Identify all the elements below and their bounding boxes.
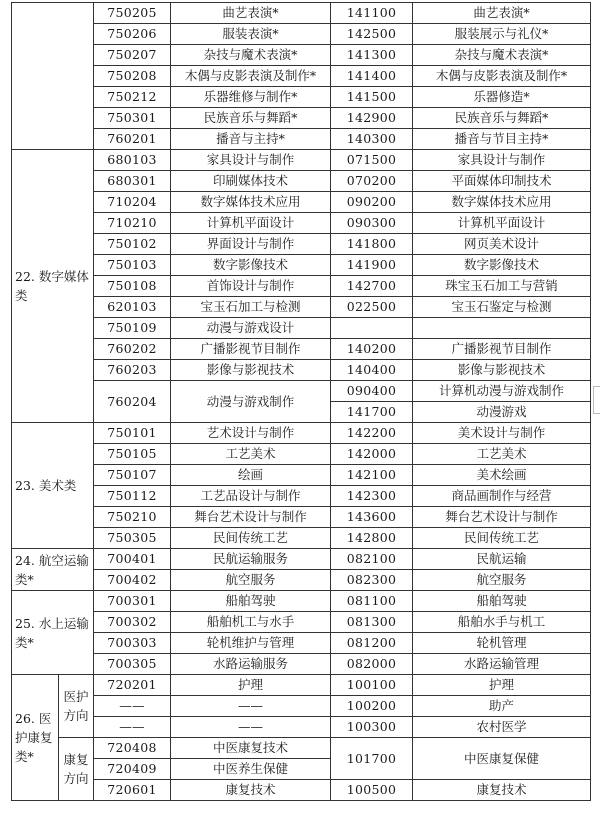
category-label: 24. 航空运输类* [12,549,94,591]
vocational-code: 700305 [94,654,171,675]
secondary-code: 141500 [331,87,413,108]
major-mapping-table [11,2,591,801]
table-row [12,3,591,24]
table-row [12,444,591,465]
secondary-code: 142800 [331,528,413,549]
vocational-major: 界面设计与制作 [171,234,331,255]
table-row [12,234,591,255]
secondary-code: 101700 [331,738,413,780]
secondary-code: 081200 [331,633,413,654]
secondary-major: 工艺美术 [413,444,591,465]
vocational-major: 航空服务 [171,570,331,591]
vocational-code: 760204 [94,381,171,423]
table-row [12,654,591,675]
secondary-code: 090300 [331,213,413,234]
table-row [12,675,591,696]
secondary-code: 141300 [331,45,413,66]
secondary-code: 142200 [331,423,413,444]
vocational-major: 计算机平面设计 [171,213,331,234]
vocational-code: 750301 [94,108,171,129]
category-label: 26. 医护康复类* [12,675,59,801]
table-row [12,528,591,549]
category-cell-continued [12,3,94,150]
secondary-major: 船舶驾驶 [413,591,591,612]
document-page [11,2,591,801]
secondary-major: 护理 [413,675,591,696]
secondary-code [331,318,413,339]
subcategory-label: 医护方向 [59,675,94,738]
secondary-major: 民族音乐与舞蹈* [413,108,591,129]
table-row [12,696,591,717]
secondary-code: 142100 [331,465,413,486]
secondary-code: 100500 [331,780,413,801]
secondary-major: 航空服务 [413,570,591,591]
secondary-code: 100300 [331,717,413,738]
table-row [12,150,591,171]
secondary-major: 木偶与皮影表演及制作* [413,66,591,87]
vocational-code: 720201 [94,675,171,696]
vocational-major: 民航运输服务 [171,549,331,570]
secondary-code: 081300 [331,612,413,633]
vocational-major: 曲艺表演* [171,3,331,24]
vocational-major: —— [171,696,331,717]
vocational-code: 700402 [94,570,171,591]
vocational-major: 艺术设计与制作 [171,423,331,444]
secondary-code: 141800 [331,234,413,255]
secondary-code: 142300 [331,486,413,507]
secondary-code: 071500 [331,150,413,171]
secondary-major: 中医康复保健 [413,738,591,780]
secondary-major: 康复技术 [413,780,591,801]
vocational-code: 710204 [94,192,171,213]
secondary-major: 乐器修造* [413,87,591,108]
vocational-code: 680103 [94,150,171,171]
category-label: 23. 美术类 [12,423,94,549]
secondary-major: 服装展示与礼仪* [413,24,591,45]
vocational-major: 船舶驾驶 [171,591,331,612]
table-row [12,192,591,213]
vocational-code: 750107 [94,465,171,486]
vocational-major: 绘画 [171,465,331,486]
page-edge-mark [593,386,600,414]
secondary-code: 090200 [331,192,413,213]
subcategory-label: 康复方向 [59,738,94,801]
table-row [12,570,591,591]
vocational-major: 印刷媒体技术 [171,171,331,192]
secondary-code: 142000 [331,444,413,465]
table-row [12,549,591,570]
vocational-major: 影像与影视技术 [171,360,331,381]
secondary-major: 美术设计与制作 [413,423,591,444]
secondary-major: 助产 [413,696,591,717]
vocational-major: 中医养生保健 [171,759,331,780]
vocational-code: —— [94,696,171,717]
table-row [12,171,591,192]
secondary-code: 140400 [331,360,413,381]
vocational-code: 760203 [94,360,171,381]
vocational-code: 750112 [94,486,171,507]
table-row [12,507,591,528]
vocational-major: 护理 [171,675,331,696]
secondary-code: 142700 [331,276,413,297]
vocational-code: 700303 [94,633,171,654]
secondary-code: 141900 [331,255,413,276]
vocational-code: 750212 [94,87,171,108]
table-row [12,423,591,444]
secondary-code: 141400 [331,66,413,87]
vocational-code: 620103 [94,297,171,318]
vocational-major: 杂技与魔术表演* [171,45,331,66]
secondary-code: 022500 [331,297,413,318]
vocational-code: 750305 [94,528,171,549]
secondary-major: 广播影视节目制作 [413,339,591,360]
secondary-code: 142500 [331,24,413,45]
secondary-major: 平面媒体印制技术 [413,171,591,192]
vocational-major: 水路运输服务 [171,654,331,675]
vocational-major: 宝玉石加工与检测 [171,297,331,318]
vocational-code: 720408 [94,738,171,759]
vocational-major: 数字媒体技术应用 [171,192,331,213]
vocational-major: 工艺美术 [171,444,331,465]
secondary-code: 081100 [331,591,413,612]
secondary-major: 珠宝玉石加工与营销 [413,276,591,297]
vocational-code: 700401 [94,549,171,570]
table-row [12,738,591,759]
vocational-code: 680301 [94,171,171,192]
secondary-code: 100100 [331,675,413,696]
vocational-major: 船舶机工与水手 [171,612,331,633]
secondary-code: 070200 [331,171,413,192]
table-row [12,780,591,801]
secondary-major: 民航运输 [413,549,591,570]
table-row [12,486,591,507]
vocational-code: 720601 [94,780,171,801]
table-row [12,339,591,360]
vocational-code: 750103 [94,255,171,276]
vocational-code: 750109 [94,318,171,339]
vocational-major: 动漫与游戏制作 [171,381,331,423]
secondary-code: 140300 [331,129,413,150]
table-row [12,24,591,45]
secondary-major: 家具设计与制作 [413,150,591,171]
vocational-major: 木偶与皮影表演及制作* [171,66,331,87]
secondary-major: 舞台艺术设计与制作 [413,507,591,528]
table-row [12,66,591,87]
secondary-code: 082100 [331,549,413,570]
table-row [12,45,591,66]
table-row [12,360,591,381]
vocational-major: 动漫与游戏设计 [171,318,331,339]
vocational-major: 播音与主持* [171,129,331,150]
secondary-code: 140200 [331,339,413,360]
vocational-code: 700302 [94,612,171,633]
vocational-code: 710210 [94,213,171,234]
vocational-major: 舞台艺术设计与制作 [171,507,331,528]
vocational-major: 康复技术 [171,780,331,801]
secondary-major: 数字影像技术 [413,255,591,276]
secondary-major: 动漫游戏 [413,402,591,423]
secondary-code: 143600 [331,507,413,528]
vocational-major: 工艺品设计与制作 [171,486,331,507]
table-row [12,255,591,276]
vocational-code: 760201 [94,129,171,150]
vocational-major: 乐器维修与制作* [171,87,331,108]
secondary-major: 水路运输管理 [413,654,591,675]
secondary-major: 商品画制作与经营 [413,486,591,507]
vocational-major: 民族音乐与舞蹈* [171,108,331,129]
vocational-code: 760202 [94,339,171,360]
table-row [12,465,591,486]
table-row [12,591,591,612]
table-row [12,633,591,654]
table-row [12,717,591,738]
secondary-major: 船舶水手与机工 [413,612,591,633]
vocational-major: —— [171,717,331,738]
secondary-major: 曲艺表演* [413,3,591,24]
table-row [12,381,591,402]
secondary-major: 民间传统工艺 [413,528,591,549]
secondary-code: 082000 [331,654,413,675]
secondary-major: 轮机管理 [413,633,591,654]
vocational-code: 750206 [94,24,171,45]
category-label: 25. 水上运输类* [12,591,94,675]
secondary-code: 082300 [331,570,413,591]
table-row [12,318,591,339]
secondary-major: 播音与节目主持* [413,129,591,150]
vocational-code: 700301 [94,591,171,612]
secondary-major: 计算机平面设计 [413,213,591,234]
secondary-code: 100200 [331,696,413,717]
secondary-major: 计算机动漫与游戏制作 [413,381,591,402]
secondary-major [413,318,591,339]
secondary-code: 142900 [331,108,413,129]
secondary-code: 141700 [331,402,413,423]
secondary-major: 数字媒体技术应用 [413,192,591,213]
vocational-code: 750207 [94,45,171,66]
category-label: 22. 数字媒体类 [12,150,94,423]
vocational-code: 750102 [94,234,171,255]
secondary-major: 杂技与魔术表演* [413,45,591,66]
table-row [12,213,591,234]
secondary-code: 090400 [331,381,413,402]
table-row [12,276,591,297]
vocational-code: 720409 [94,759,171,780]
table-row [12,612,591,633]
vocational-major: 民间传统工艺 [171,528,331,549]
table-row [12,129,591,150]
vocational-code: 750105 [94,444,171,465]
secondary-major: 农村医学 [413,717,591,738]
secondary-code: 141100 [331,3,413,24]
vocational-code: 750210 [94,507,171,528]
secondary-major: 美术绘画 [413,465,591,486]
table-row [12,87,591,108]
secondary-major: 网页美术设计 [413,234,591,255]
vocational-major: 数字影像技术 [171,255,331,276]
vocational-code: 750108 [94,276,171,297]
table-row [12,108,591,129]
vocational-code: 750208 [94,66,171,87]
vocational-major: 中医康复技术 [171,738,331,759]
vocational-major: 服装表演* [171,24,331,45]
secondary-major: 宝玉石鉴定与检测 [413,297,591,318]
table-row [12,297,591,318]
vocational-code: —— [94,717,171,738]
vocational-code: 750205 [94,3,171,24]
vocational-major: 家具设计与制作 [171,150,331,171]
vocational-major: 广播影视节目制作 [171,339,331,360]
secondary-major: 影像与影视技术 [413,360,591,381]
vocational-code: 750101 [94,423,171,444]
vocational-major: 首饰设计与制作 [171,276,331,297]
vocational-major: 轮机维护与管理 [171,633,331,654]
